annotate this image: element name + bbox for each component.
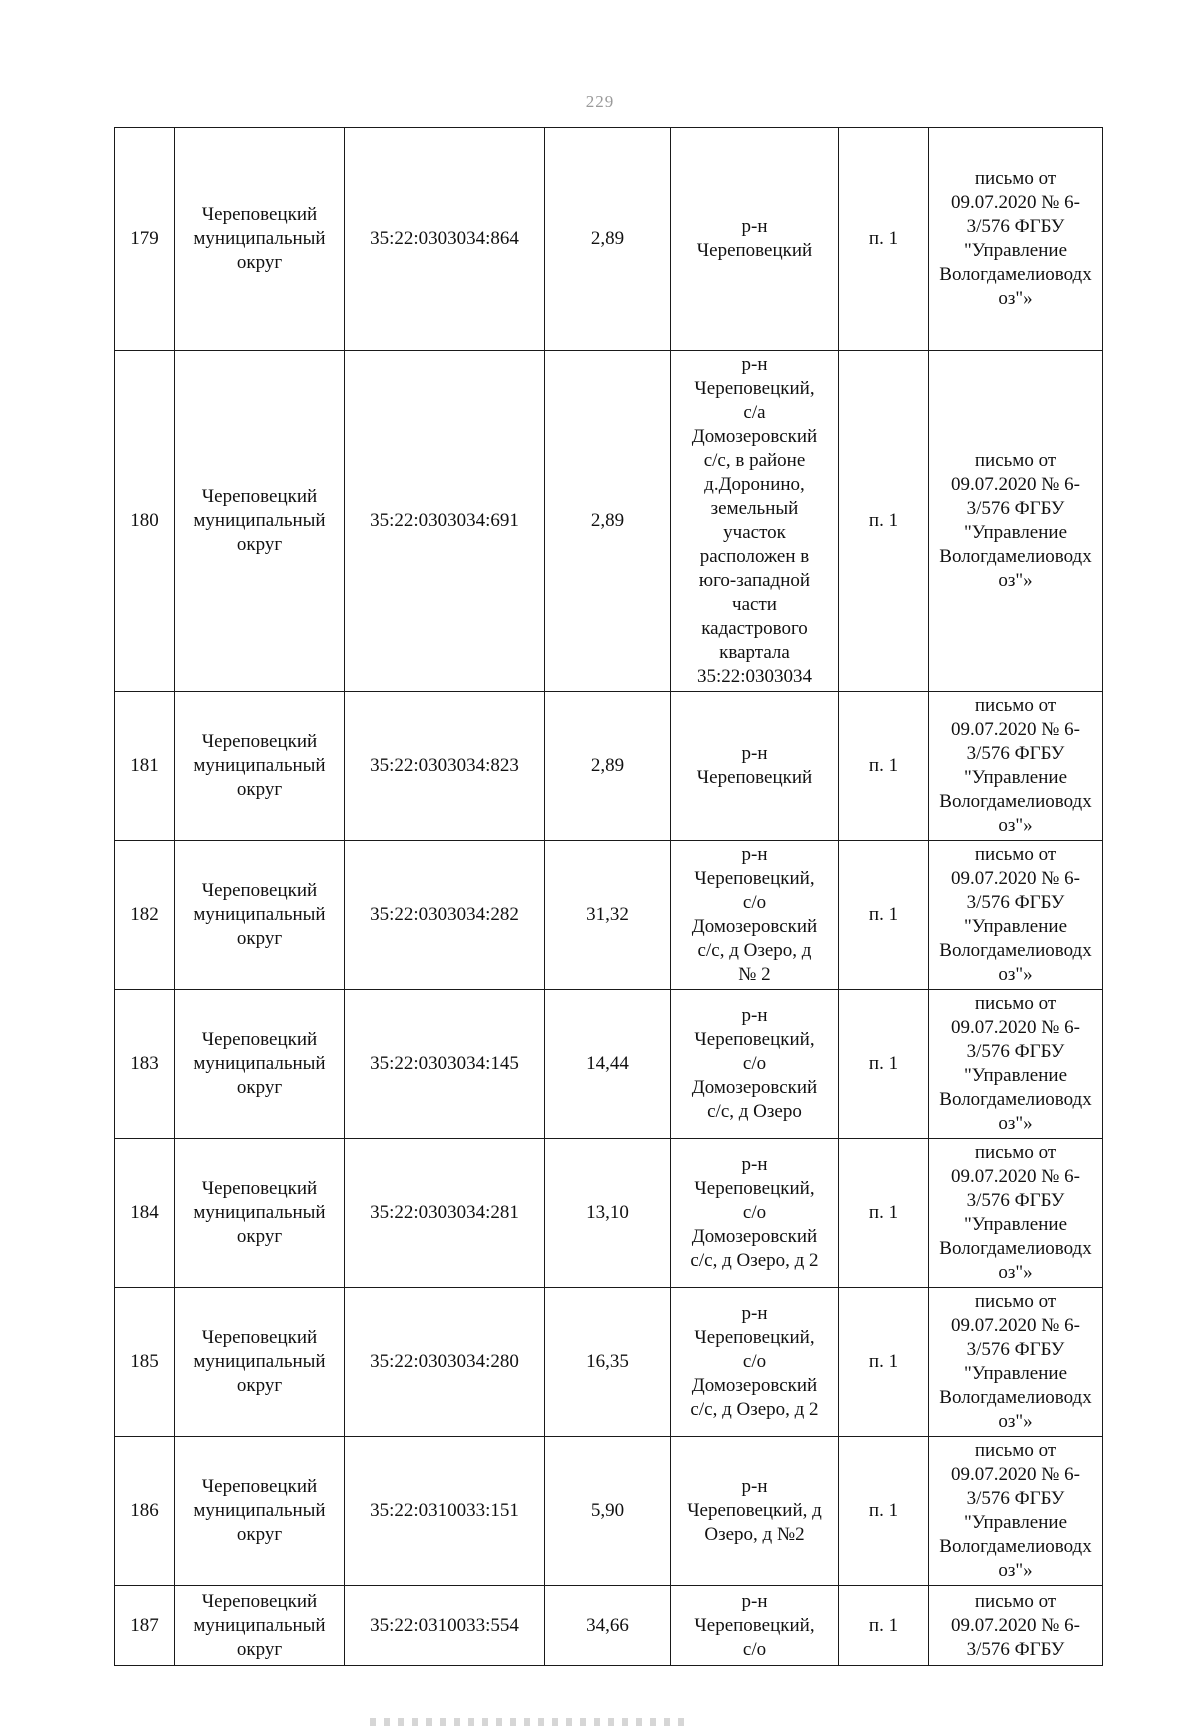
municipality-cell: Череповецкий муниципальный округ (175, 692, 345, 841)
cadastral-number-cell: 35:22:0303034:281 (345, 1139, 545, 1288)
table-row (115, 1288, 1103, 1437)
area-cell: 14,44 (545, 990, 671, 1139)
clause-cell: п. 1 (839, 1586, 929, 1666)
clause-cell: п. 1 (839, 128, 929, 351)
location-cell: р-н Череповецкий, с/о Домозеровский с/с, д Озеро, д 2 (671, 1288, 839, 1437)
location-cell: р-н Череповецкий, с/о Домозеровский с/с, д Озеро, д 2 (671, 1139, 839, 1288)
table-row (115, 841, 1103, 990)
document-cell: письмо от 09.07.2020 № 6- 3/576 ФГБУ "Управление Вологдамелиоводх оз"» (929, 1139, 1103, 1288)
table-row (115, 128, 1103, 351)
cadastral-number-cell: 35:22:0303034:864 (345, 128, 545, 351)
table-row (115, 1139, 1103, 1288)
row-number: 185 (115, 1288, 175, 1437)
municipality-cell: Череповецкий муниципальный округ (175, 128, 345, 351)
cadastral-number-cell: 35:22:0303034:145 (345, 990, 545, 1139)
clause-cell: п. 1 (839, 351, 929, 692)
document-cell: письмо от 09.07.2020 № 6- 3/576 ФГБУ "Управление Вологдамелиоводх оз"» (929, 128, 1103, 351)
row-number: 183 (115, 990, 175, 1139)
document-cell: письмо от 09.07.2020 № 6- 3/576 ФГБУ "Управление Вологдамелиоводх оз"» (929, 841, 1103, 990)
row-number: 186 (115, 1437, 175, 1586)
table-row (115, 1586, 1103, 1666)
document-cell: письмо от 09.07.2020 № 6- 3/576 ФГБУ "Управление Вологдамелиоводх оз"» (929, 1288, 1103, 1437)
location-cell: р-н Череповецкий, с/о Домозеровский с/с, д Озеро, д № 2 (671, 841, 839, 990)
location-cell: р-н Череповецкий, с/о Домозеровский с/с, д Озеро (671, 990, 839, 1139)
area-cell: 2,89 (545, 128, 671, 351)
municipality-cell: Череповецкий муниципальный округ (175, 1288, 345, 1437)
area-cell: 2,89 (545, 692, 671, 841)
row-number: 180 (115, 351, 175, 692)
area-cell: 31,32 (545, 841, 671, 990)
location-cell: р-н Череповецкий, с/о (671, 1586, 839, 1666)
land-plot-table (114, 127, 1103, 1666)
document-cell: письмо от 09.07.2020 № 6- 3/576 ФГБУ (929, 1586, 1103, 1666)
area-cell: 34,66 (545, 1586, 671, 1666)
area-cell: 5,90 (545, 1437, 671, 1586)
area-cell: 16,35 (545, 1288, 671, 1437)
row-number: 182 (115, 841, 175, 990)
location-cell: р-н Череповецкий, с/а Домозеровский с/с, в районе д.Доронино, земельный участок расположен в юго-западной части кадастрового квартала 35:22:0303034 (671, 351, 839, 692)
location-cell: р-н Череповецкий (671, 128, 839, 351)
clause-cell: п. 1 (839, 1288, 929, 1437)
table-row (115, 692, 1103, 841)
municipality-cell: Череповецкий муниципальный округ (175, 1437, 345, 1586)
clause-cell: п. 1 (839, 692, 929, 841)
clause-cell: п. 1 (839, 990, 929, 1139)
clause-cell: п. 1 (839, 1139, 929, 1288)
cadastral-number-cell: 35:22:0303034:282 (345, 841, 545, 990)
table-row (115, 351, 1103, 692)
cadastral-number-cell: 35:22:0303034:691 (345, 351, 545, 692)
area-cell: 2,89 (545, 351, 671, 692)
row-number: 184 (115, 1139, 175, 1288)
row-number: 187 (115, 1586, 175, 1666)
clause-cell: п. 1 (839, 841, 929, 990)
municipality-cell: Череповецкий муниципальный округ (175, 1139, 345, 1288)
row-number: 179 (115, 128, 175, 351)
municipality-cell: Череповецкий муниципальный округ (175, 841, 345, 990)
table-row (115, 990, 1103, 1139)
area-cell: 13,10 (545, 1139, 671, 1288)
table-row (115, 1437, 1103, 1586)
municipality-cell: Череповецкий муниципальный округ (175, 351, 345, 692)
clause-cell: п. 1 (839, 1437, 929, 1586)
municipality-cell: Череповецкий муниципальный округ (175, 990, 345, 1139)
cadastral-number-cell: 35:22:0303034:823 (345, 692, 545, 841)
cadastral-number-cell: 35:22:0310033:151 (345, 1437, 545, 1586)
municipality-cell: Череповецкий муниципальный округ (175, 1586, 345, 1666)
row-number: 181 (115, 692, 175, 841)
document-cell: письмо от 09.07.2020 № 6- 3/576 ФГБУ "Управление Вологдамелиоводх оз"» (929, 1437, 1103, 1586)
document-cell: письмо от 09.07.2020 № 6- 3/576 ФГБУ "Управление Вологдамелиоводх оз"» (929, 351, 1103, 692)
cadastral-number-cell: 35:22:0303034:280 (345, 1288, 545, 1437)
cadastral-number-cell: 35:22:0310033:554 (345, 1586, 545, 1666)
page-number: 229 (585, 92, 615, 111)
location-cell: р-н Череповецкий (671, 692, 839, 841)
scan-artifact (370, 1718, 690, 1726)
location-cell: р-н Череповецкий, д Озеро, д №2 (671, 1437, 839, 1586)
document-cell: письмо от 09.07.2020 № 6- 3/576 ФГБУ "Управление Вологдамелиоводх оз"» (929, 990, 1103, 1139)
document-cell: письмо от 09.07.2020 № 6- 3/576 ФГБУ "Управление Вологдамелиоводх оз"» (929, 692, 1103, 841)
